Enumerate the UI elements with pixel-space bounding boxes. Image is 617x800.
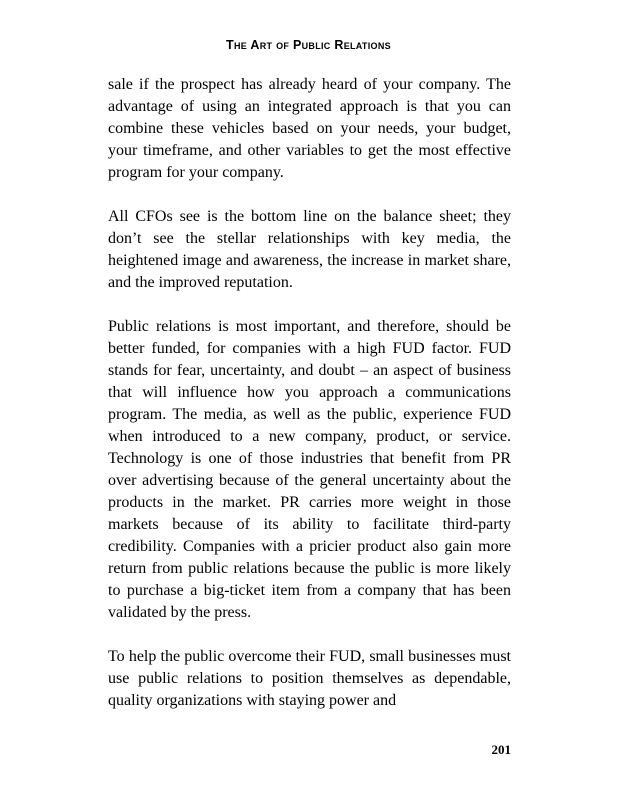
running-head-title: The Art of Public Relations: [226, 38, 391, 52]
paragraph-4: To help the public overcome their FUD, small businesses must use public relations to position themselves as dependable, quality organizations with staying power and: [108, 648, 511, 709]
page-number: 201: [491, 742, 511, 757]
paragraph-1: sale if the prospect has already heard of your company. The advantage of using an integrated approach is that you can combine these vehicles based on your needs, your budget, your timeframe, and other variables to get the most effective program for your company.: [108, 76, 511, 181]
paragraph-2: All CFOs see is the bottom line on the balance sheet; they don’t see the stellar relationships with key media, the heightened image and awareness, the increase in market share, and the improved reputation.: [108, 208, 511, 291]
paragraph-3: Public relations is most important, and therefore, should be better funded, for companies with a high FUD factor. FUD stands for fear, uncertainty, and doubt – an aspect of business that will influence how you approach a communications program. The media, as well as the public, experience FUD when introduced to a new company, product, or service. Technology is one of those industries that benefit from PR over advertising because of the general uncertainty about the products in the market. PR carries more weight in those markets because of its ability to facilitate third-party credibility. Companies with a pricier product also gain more return from public relations because the public is more likely to purchase a big-ticket item from a company that has been validated by the press.: [108, 318, 511, 621]
body-text: [108, 74, 511, 712]
